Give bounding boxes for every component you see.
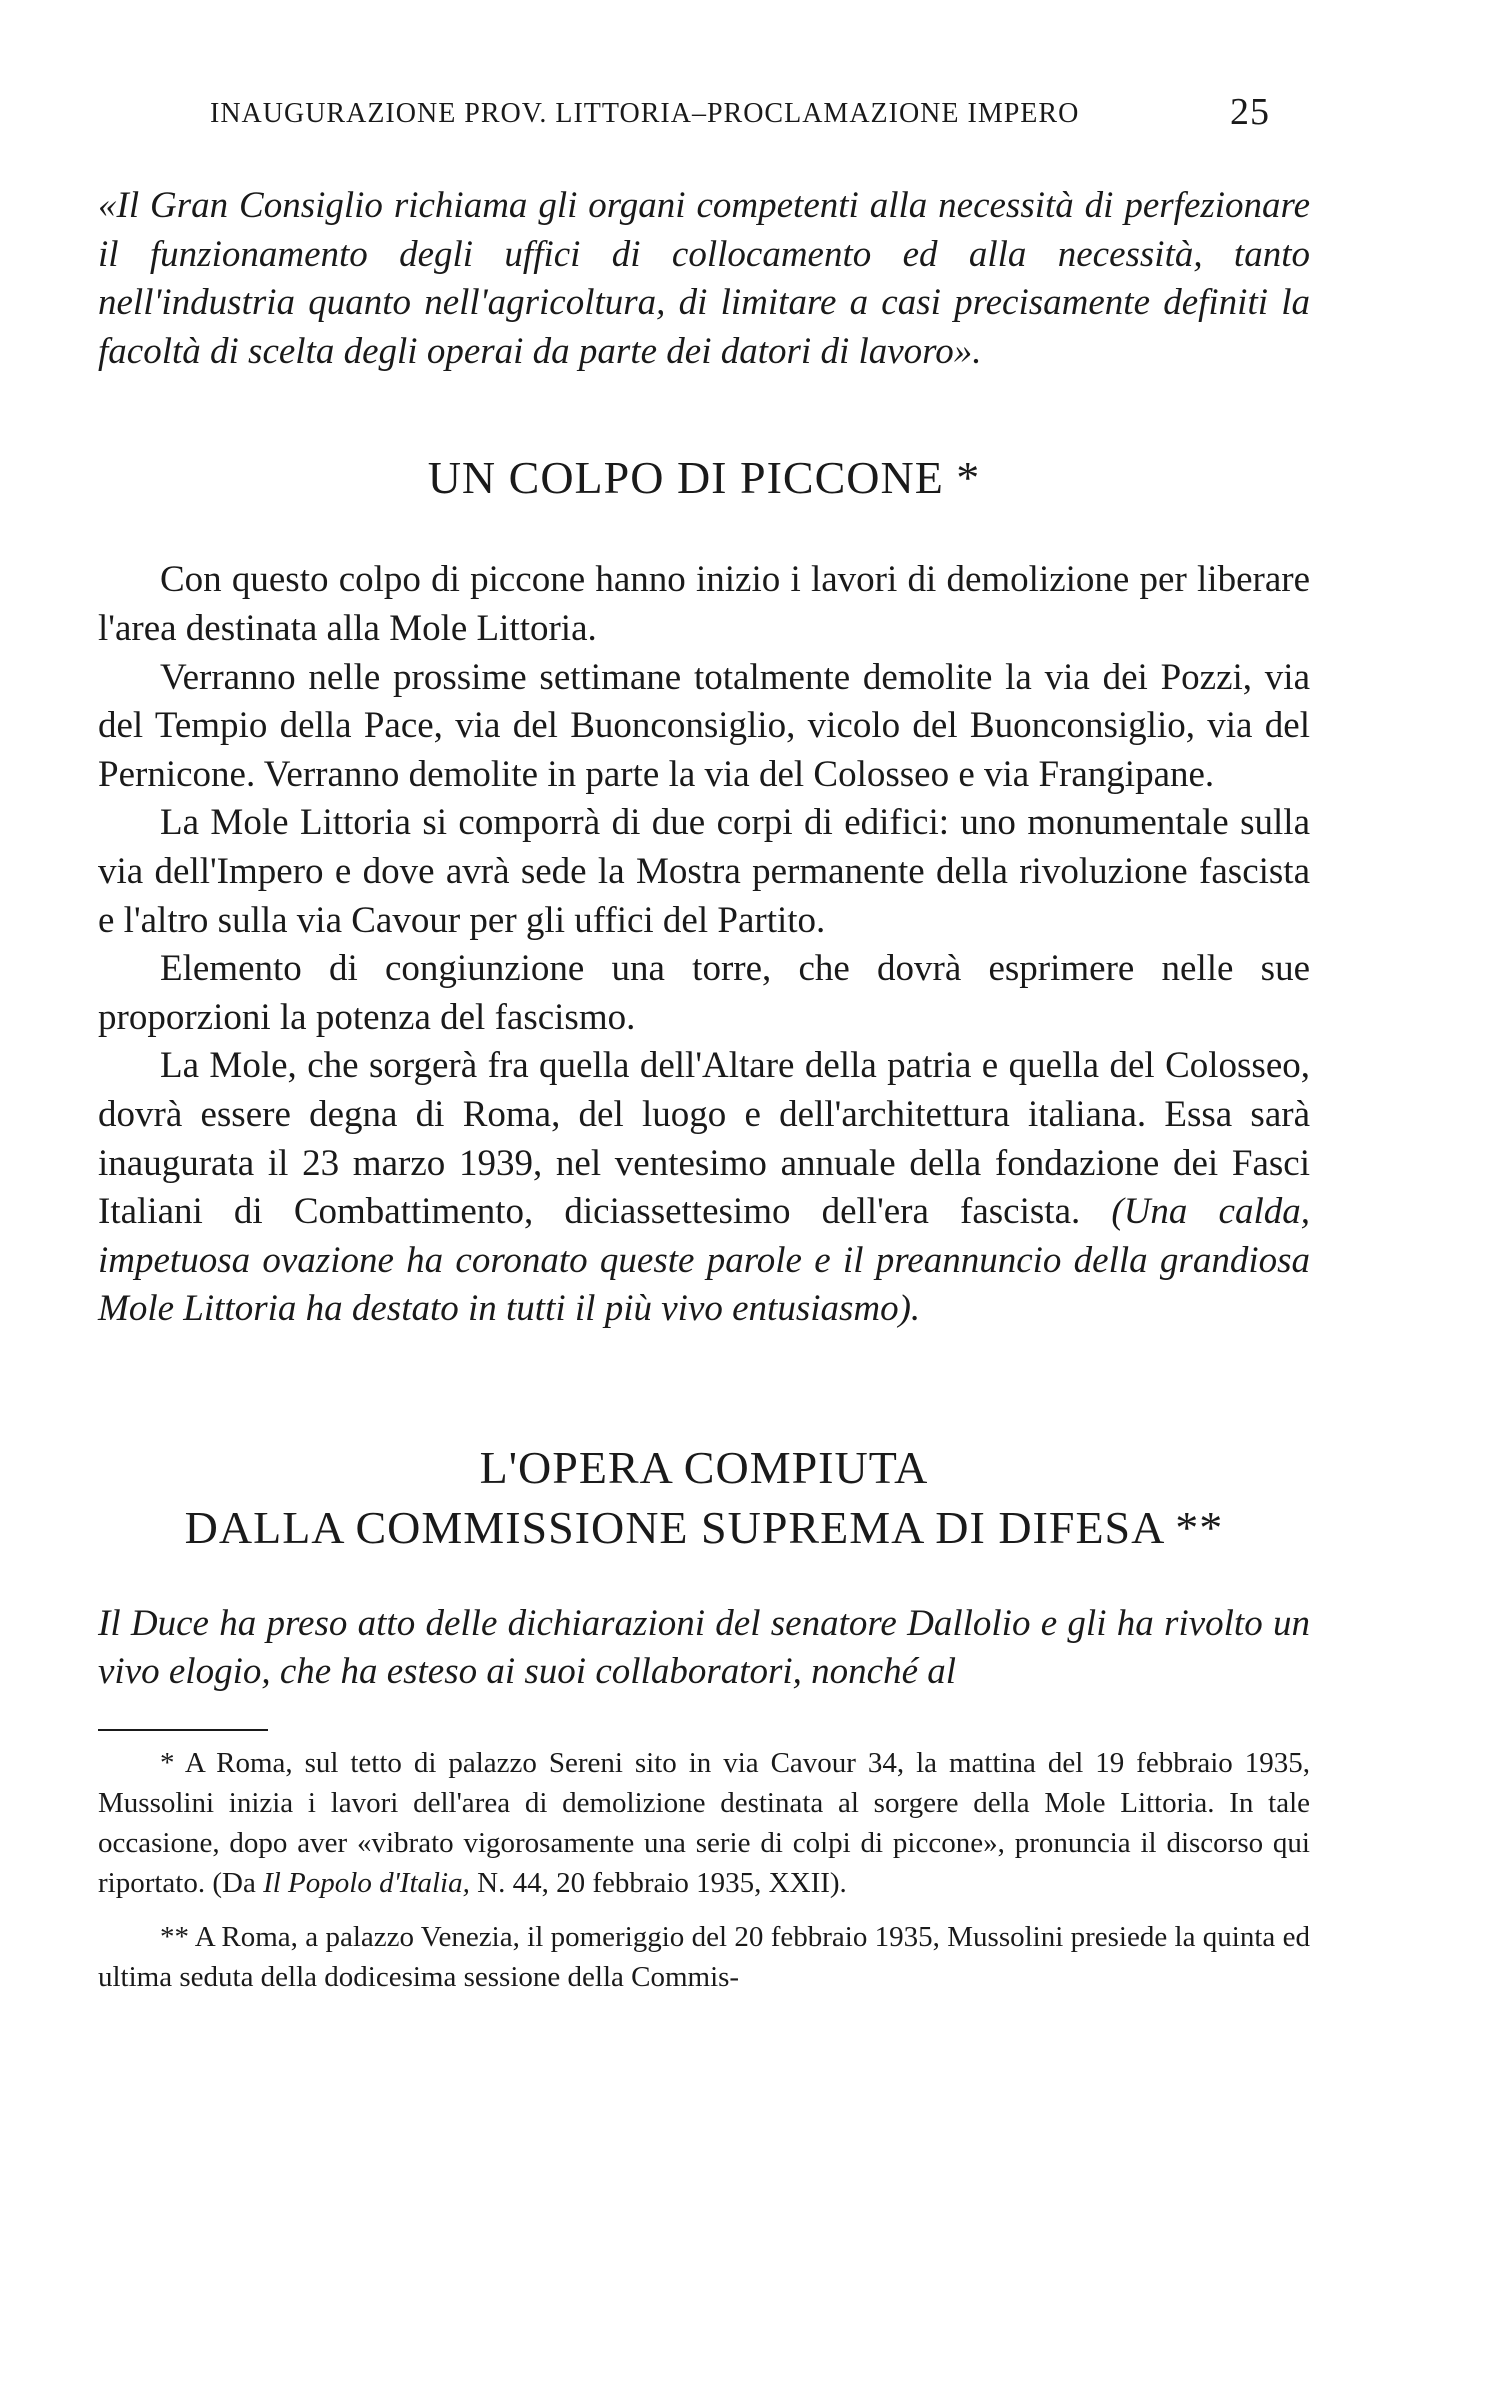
audience-reaction-note: (Una calda, impetuosa ovazione ha coronato queste parole e il preannuncio della grandiosa Mole Littoria ha destato in tutti il più vivo entusiasmo).: [98, 1191, 1311, 1330]
quoted-resolution: «Il Gran Consiglio richiama gli organi competenti alla necessità di perfezionare il funzionamento degli uffici di collocamento ed alla necessità, tanto nell'industria quanto nell'agricoltura, di limitare a casi precisamente definiti la facoltà di scelta degli operai da parte dei datori di lavoro».: [98, 185, 1310, 372]
heading-line: L'OPERA COMPIUTA: [479, 1441, 929, 1493]
footnote-source: Il Popolo d'Italia,: [263, 1867, 470, 1900]
footnote-1: [98, 1743, 1310, 1903]
paragraph: Verranno nelle prossime settimane totalmente demolite la via dei Pozzi, via del Tempio della Pace, via del Buonconsiglio, vicolo del Buonconsiglio, via del Pernicone. Verranno demolite in parte la via del Colosseo e via Frangipane.: [98, 656, 1310, 795]
footnote-rule: [98, 1729, 268, 1731]
section-heading-colpo-di-piccone: UN COLPO DI PICCONE *: [427, 452, 981, 504]
running-head: [98, 88, 1310, 138]
paragraph: Elemento di congiunzione una torre, che dovrà esprimere nelle sue proporzioni la potenza del fascismo.: [98, 948, 1310, 1038]
section-body-colpo-di-piccone: [98, 556, 1310, 1334]
heading-line: DALLA COMMISSIONE SUPREMA DI DIFESA **: [184, 1501, 1224, 1553]
paragraph-with-italic-note: [98, 1042, 1310, 1334]
section-heading-opera-compiuta: [98, 1438, 1310, 1558]
section-intro-opera-compiuta: Il Duce ha preso atto delle dichiarazioni del senatore Dallolio e gli ha rivolto un vivo elogio, che ha esteso ai suoi collaboratori, nonché al: [98, 1602, 1310, 1693]
paragraph-text: La Mole, che sorgerà fra quella dell'Altare della patria e quella del Colosseo, dovrà essere degna di Roma, del luogo e dell'architettura italiana. Essa sarà inaugurata il 23 marzo 1939, nel ventesimo annuale della fondazione dei Fasci Italiani di Combattimento, diciassettesimo dell'era fascista.: [98, 1045, 1310, 1233]
running-head-title: INAUGURAZIONE PROV. LITTORIA–PROCLAMAZIONE IMPERO: [210, 98, 1080, 129]
paragraph: La Mole Littoria si comporrà di due corpi di edifici: uno monumentale sulla via dell'Impero e dove avrà sede la Mostra permanente della rivoluzione fascista e l'altro sulla via Cavour per gli uffici del Partito.: [98, 802, 1310, 941]
book-page: [98, 88, 1310, 2011]
paragraph: Con questo colpo di piccone hanno inizio i lavori di demolizione per liberare l'area destinata alla Mole Littoria.: [98, 559, 1310, 649]
footnote-citation: N. 44, 20 febbraio 1935, XXII).: [477, 1867, 847, 1900]
footnote-2: ** A Roma, a palazzo Venezia, il pomeriggio del 20 febbraio 1935, Mussolini presiede la quinta ed ultima seduta della dodicesima sessione della Commis-: [98, 1921, 1310, 1994]
page-number: 25: [1230, 91, 1270, 133]
footnote-text: * A Roma, sul tetto di palazzo Sereni sito in via Cavour 34, la mattina del 19 febbraio 1935, Mussolini inizia i lavori dell'area di demolizione destinata al sorgere della Mole Littoria. In tale occasione, dopo aver «vibrato vigorosamente una serie di colpi di piccone», pronuncia il discorso qui riportato. (Da: [98, 1747, 1310, 1900]
